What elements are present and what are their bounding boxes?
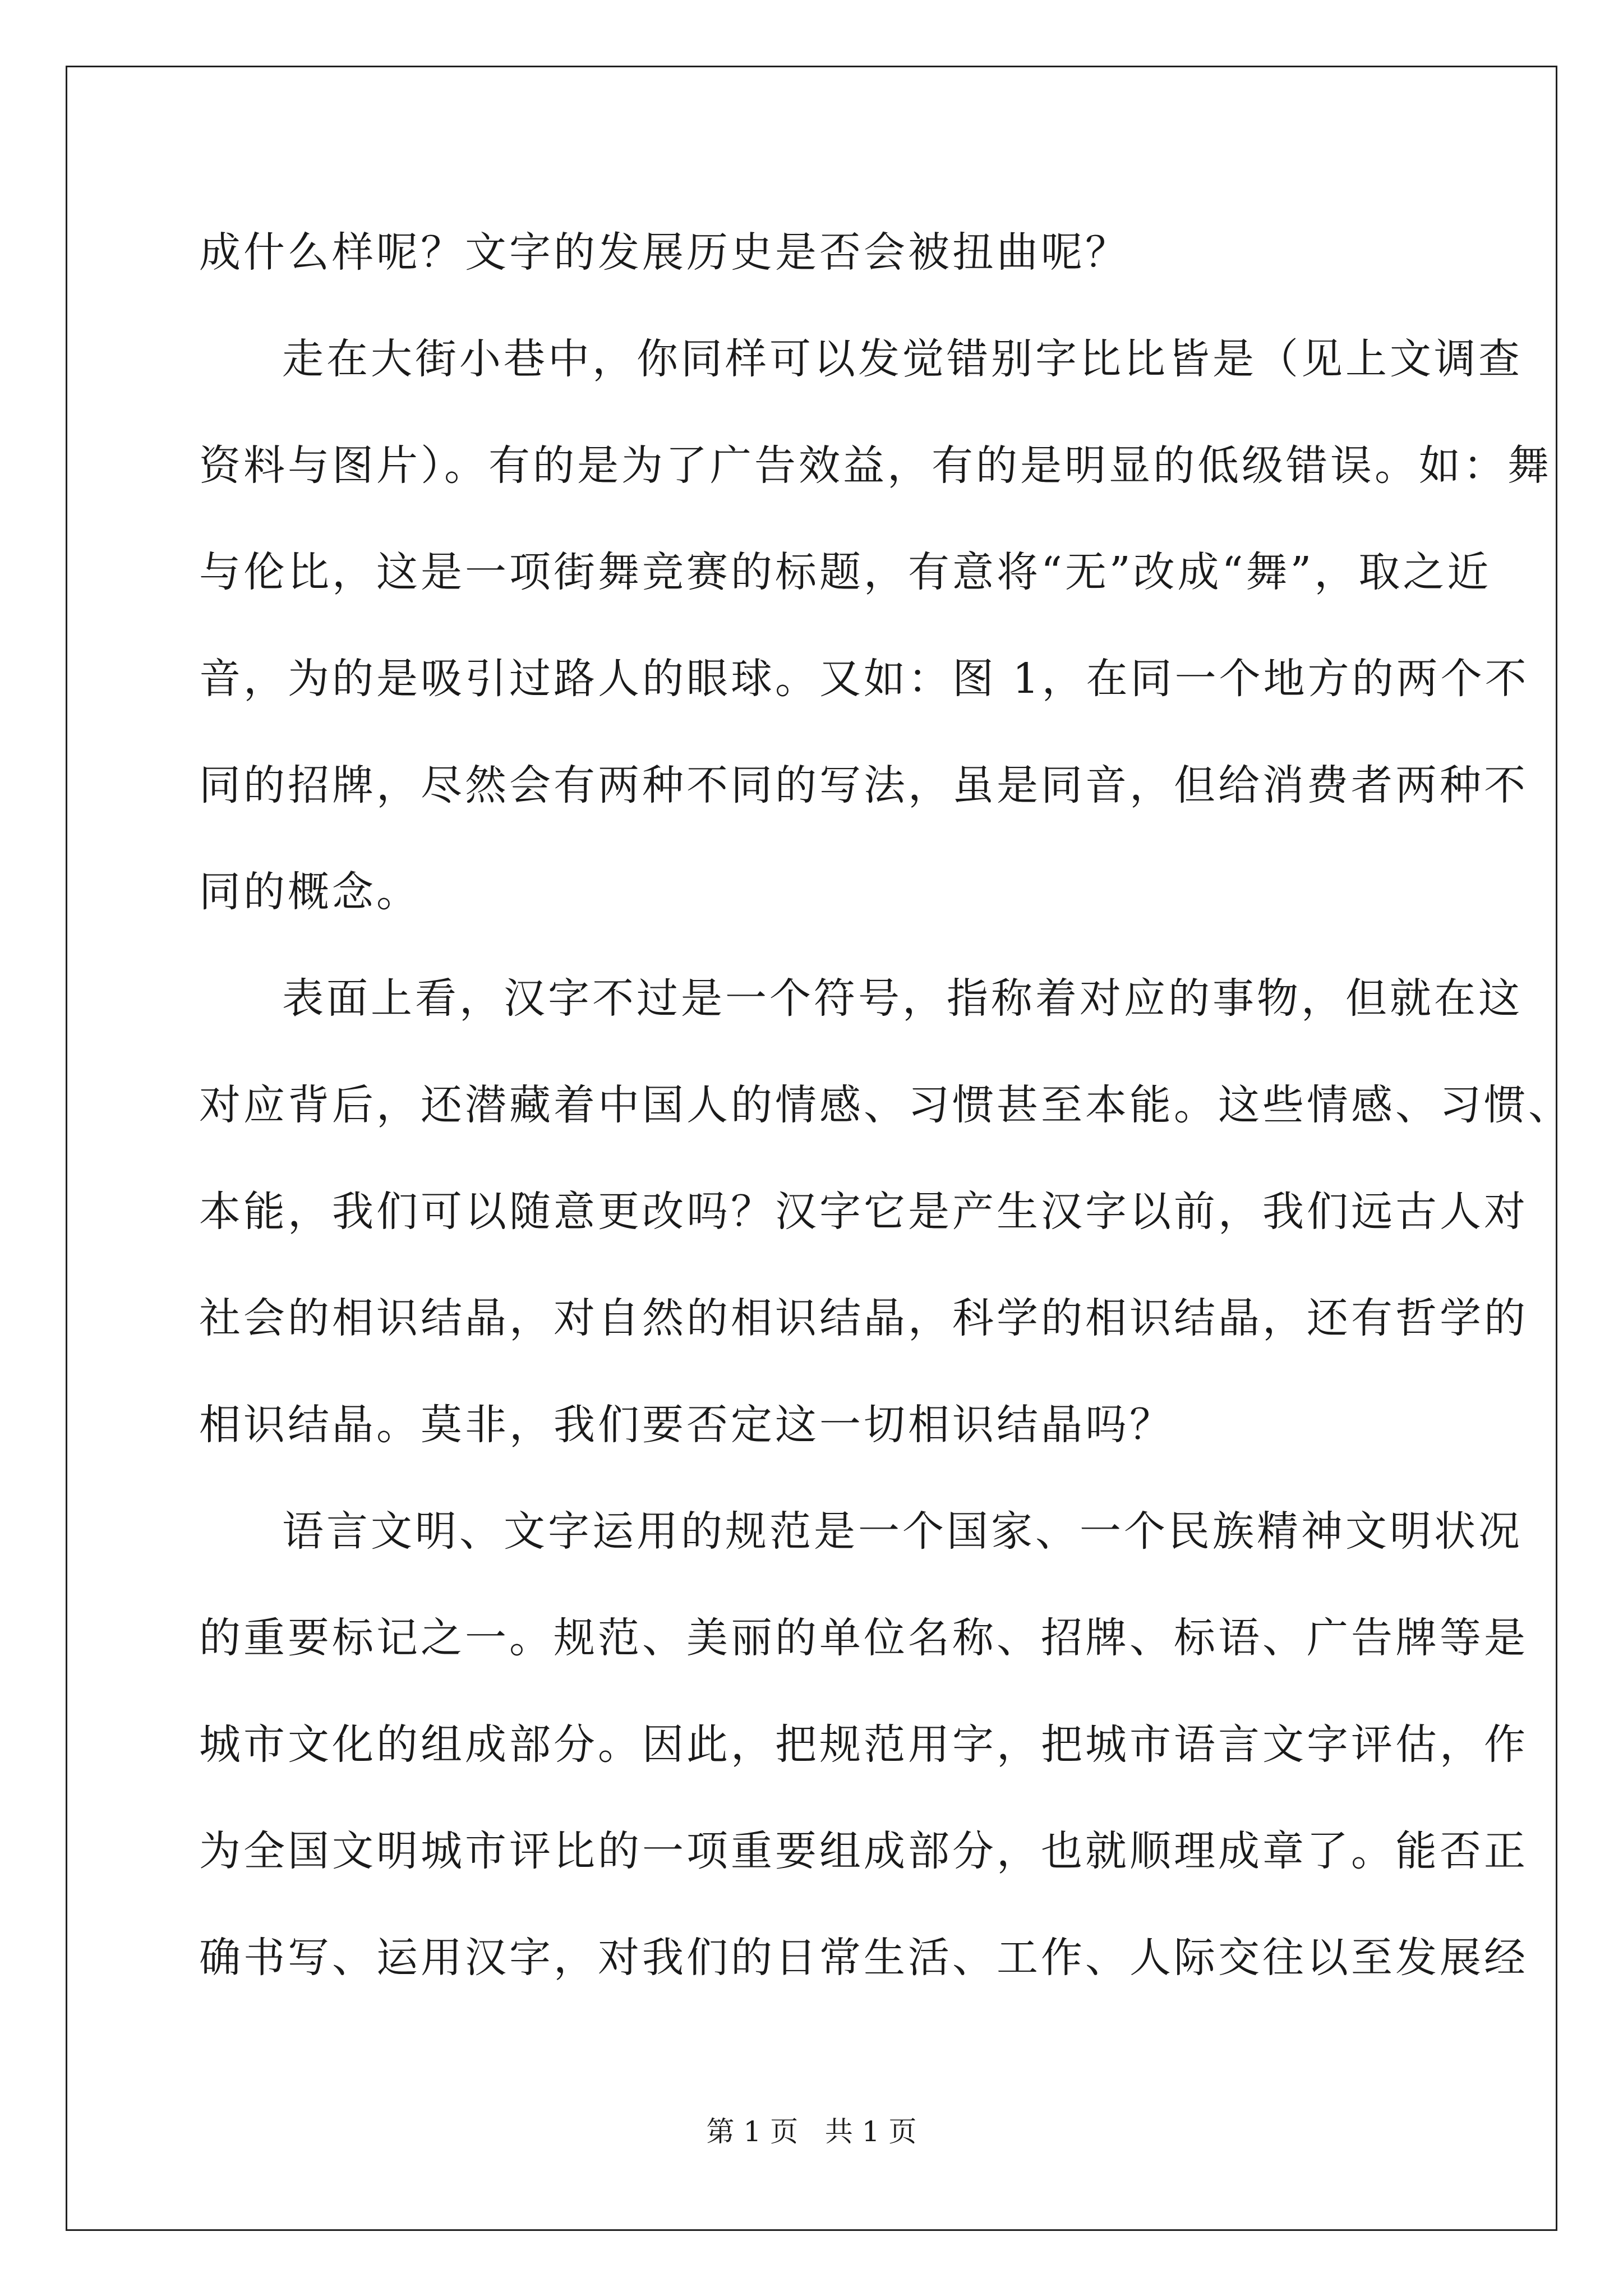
text-line: 社会的相识结晶，对自然的相识结晶，科学的相识结晶，还有哲学的: [199, 1294, 1528, 1342]
text-line: 确书写、运用汉字，对我们的日常生活、工作、人际交往以至发展经: [199, 1934, 1528, 1982]
paragraph-start-line: 表面上看，汉字不过是一个符号，指称着对应的事物，但就在这: [282, 974, 1523, 1023]
page-number-footer: 第 1 页 共 1 页: [706, 2115, 917, 2148]
paragraph-start-line: 走在大街小巷中，你同样可以发觉错别字比比皆是（见上文调查: [282, 335, 1523, 383]
text-line: 音，为的是吸引过路人的眼球。又如：图 1，在同一个地方的两个不: [199, 655, 1529, 703]
document-body: [199, 199, 1573, 2011]
text-line: 本能，我们可以随意更改吗？汉字它是产生汉字以前，我们远古人对: [199, 1188, 1528, 1236]
text-line: 成什么样呢？文字的发展历史是否会被扭曲呢？: [199, 228, 1129, 277]
text-line: 相识结晶。莫非，我们要否定这一切相识结晶吗？: [199, 1401, 1174, 1449]
text-line: 城市文化的组成部分。因此，把规范用字，把城市语言文字评估，作: [199, 1720, 1528, 1769]
text-line: 同的招牌，尽然会有两种不同的写法，虽是同音，但给消费者两种不: [199, 761, 1528, 809]
text-line: 对应背后，还潜藏着中国人的情感、习惯甚至本能。这些情感、习惯、: [199, 1081, 1573, 1129]
text-line: 同的概念。: [199, 868, 421, 916]
paragraph-start-line: 语言文明、文字运用的规范是一个国家、一个民族精神文明状况: [282, 1507, 1523, 1556]
text-line: 的重要标记之一。规范、美丽的单位名称、招牌、标语、广告牌等是: [199, 1614, 1528, 1662]
text-line: 与伦比，这是一项街舞竞赛的标题，有意将“无”改成“舞”，取之近: [199, 548, 1492, 596]
text-line: 资料与图片）。有的是为了广告效益，有的是明显的低级错误。如：舞: [199, 441, 1552, 490]
text-line: 为全国文明城市评比的一项重要组成部分，也就顺理成章了。能否正: [199, 1827, 1528, 1875]
